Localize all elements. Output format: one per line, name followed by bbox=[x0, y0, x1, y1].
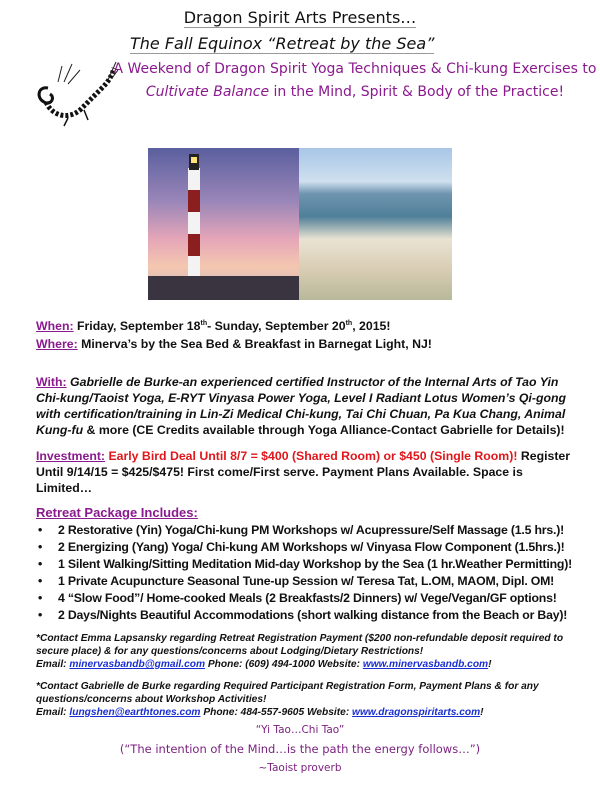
website-link[interactable]: www.dragonspiritarts.com bbox=[352, 707, 481, 718]
event-title: The Fall Equinox “Retreat by the Sea” bbox=[130, 34, 435, 53]
quote-attribution: ~Taoist proverb bbox=[258, 762, 342, 774]
quote-line-1: “Yi Tao…Chi Tao” bbox=[255, 724, 345, 736]
email-link[interactable]: lungshen@earthtones.com bbox=[69, 707, 201, 718]
quote-line-2: (“The intention of the Mind…is the path the energy follows…”) bbox=[119, 742, 481, 756]
list-item: • 2 Energizing (Yang) Yoga/ Chi-kung AM Workshops w/ Vinyasa Flow Component (1.5hrs.)! bbox=[36, 539, 592, 556]
package-heading: Retreat Package Includes: bbox=[36, 505, 198, 520]
when-line: When: Friday, September 18th- Sunday, September 20th, 2015! bbox=[36, 319, 391, 333]
list-item: • 2 Restorative (Yin) Yoga/Chi-kung PM Workshops w/ Acupressure/Self Massage (1.5 hrs.)! bbox=[36, 522, 592, 539]
list-item: • 1 Private Acupuncture Seasonal Tune-up Session w/ Teresa Tat, L.OM, MAOM, Dipl. OM! bbox=[36, 573, 592, 590]
list-item: • 1 Silent Walking/Sitting Meditation Mid-day Workshop by the Sea (1 hr.Weather Permitting)! bbox=[36, 556, 592, 573]
where-line: Where: Minerva’s by the Sea Bed & Breakfast in Barnegat Light, NJ! bbox=[36, 337, 432, 351]
contact-gabrielle: *Contact Gabrielle de Burke regarding Required Participant Registration Form, Payment Plans & for any questions/concerns about Workshop Activities! Email: lungshen@earthtones.com Phone: 484-557-9605 Website: www.dragonspiritarts.com! bbox=[36, 681, 539, 718]
website-link[interactable]: www.minervasbandb.com bbox=[362, 659, 489, 670]
investment-paragraph: Investment: Early Bird Deal Until 8/7 = $400 (Shared Room) or $450 (Single Room)! Register Until 9/14/15 = $425/$475! First come/First serve. Payment Plans Available. Space is Limited… bbox=[36, 449, 571, 495]
list-item: • 4 “Slow Food”/ Home-cooked Meals (2 Breakfasts/2 Dinners) w/ Vege/Vegan/GF options! bbox=[36, 590, 592, 607]
list-item: • 2 Days/Nights Beautiful Accommodations (short walking distance from the Beach or Bay)! bbox=[36, 607, 592, 624]
contact-emma: *Contact Emma Lapsansky regarding Retreat Registration Payment ($200 non-refundable deposit required to secure place) & for any questions/concerns about Lodging/Dietary Restrictions! Email: minervasbandb@gmail.com Phone: (609) 494-1000 Website: www.minervasbandb.com! bbox=[36, 633, 564, 670]
presents-heading: Dragon Spirit Arts Presents… bbox=[183, 8, 417, 27]
package-list bbox=[36, 522, 592, 624]
event-subtitle: A Weekend of Dragon Spirit Yoga Techniques & Chi-kung Exercises to Cultivate Balance in the Mind, Spirit & Body of the Practice! bbox=[113, 61, 597, 100]
with-paragraph: With: Gabrielle de Burke-an experienced certified Instructor of the Internal Arts of Tao Yin Chi-kung/Taoist Yoga, E-RYT Vinyasa Power Yoga, Level I Radiant Lotus Women’s Qi-gong with certification/training in Lin-Zi Medical Chi-kung, Tai Chi Chuan, Pa Kua Chang, Animal Kung-fu & more (CE Credits available through Yoga Alliance-Contact Gabrielle for Details)! bbox=[36, 375, 566, 437]
email-link[interactable]: minervasbandb@gmail.com bbox=[69, 659, 206, 670]
